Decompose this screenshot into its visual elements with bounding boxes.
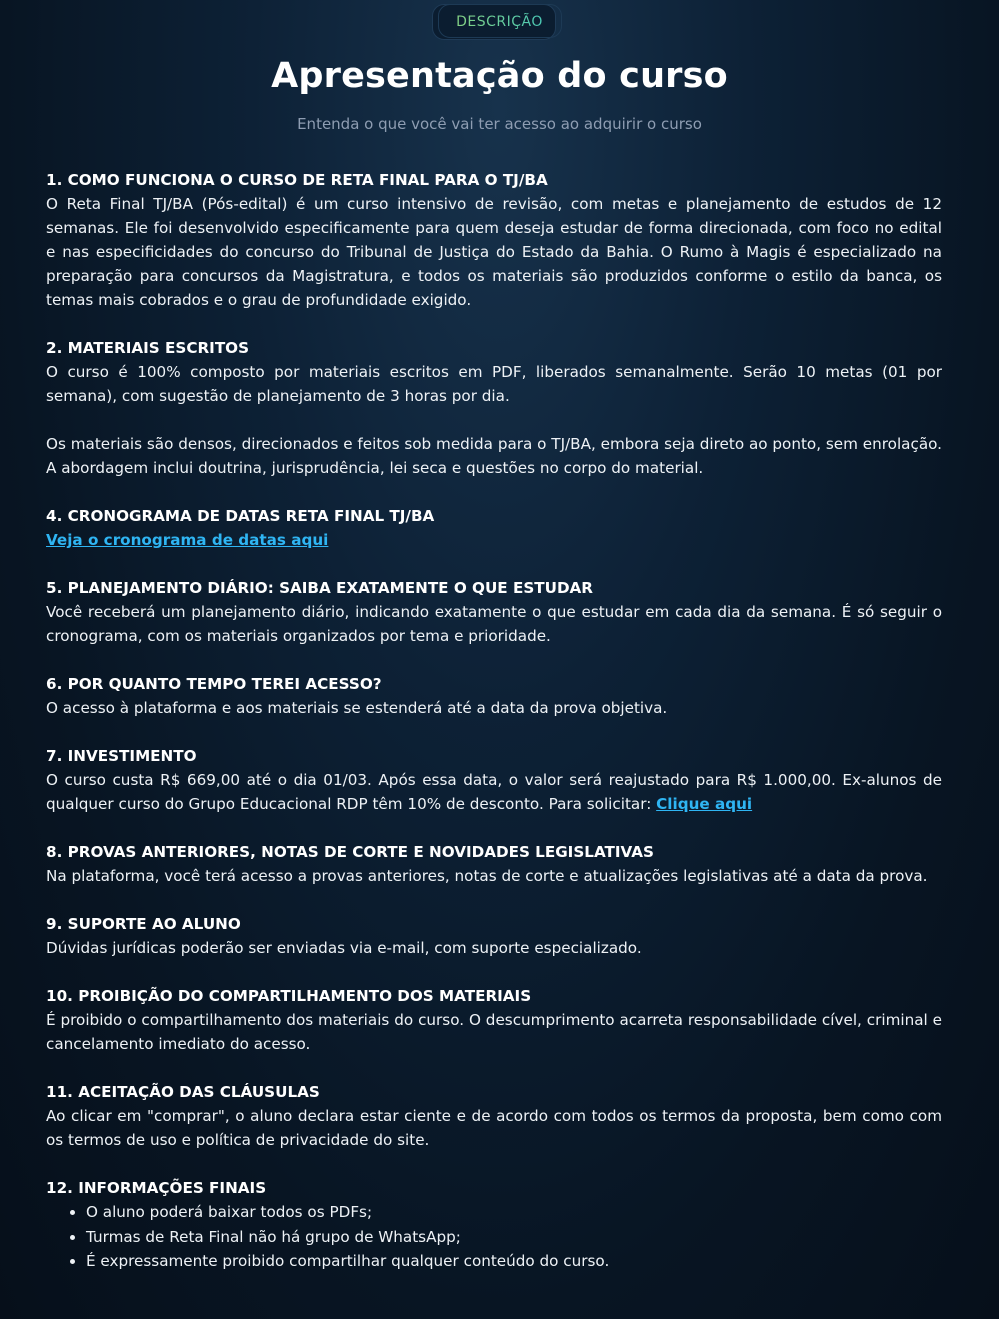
section-body <box>46 768 942 816</box>
section-heading: 4. CRONOGRAMA DE DATAS RETA FINAL TJ/BA <box>46 507 435 525</box>
section-badge-wrap <box>0 4 999 38</box>
section-heading: 8. PROVAS ANTERIORES, NOTAS DE CORTE E NOVIDADES LEGISLATIVAS <box>46 843 654 861</box>
section-badge: DESCRIÇÃO <box>438 4 562 38</box>
section-heading: 11. ACEITAÇÃO DAS CLÁUSULAS <box>46 1083 320 1101</box>
list-item: • É expressamente proibido compartilhar qualquer conteúdo do curso. <box>86 1249 942 1274</box>
course-description <box>46 168 942 1298</box>
list-item: • Turmas de Reta Final não há grupo de WhatsApp; <box>86 1225 942 1250</box>
section-heading: 10. PROIBIÇÃO DO COMPARTILHAMENTO DOS MATERIAIS <box>46 987 532 1005</box>
section-sharing-prohibition <box>46 984 942 1056</box>
section-body-secondary: Os materiais são densos, direcionados e feitos sob medida para o TJ/BA, embora seja direto ao ponto, sem enrolação. A abordagem inclui doutrina, jurisprudência, lei seca e questões no corpo do material. <box>46 435 942 477</box>
section-schedule <box>46 504 942 552</box>
section-investment <box>46 744 942 816</box>
section-body: É proibido o compartilhamento dos materiais do curso. O descumprimento acarreta responsabilidade cível, criminal e cancelamento imediato do acesso. <box>46 1011 942 1053</box>
section-student-support <box>46 912 942 960</box>
schedule-link[interactable]: Veja o cronograma de datas aqui <box>46 531 329 549</box>
discount-request-link[interactable]: Clique aqui <box>656 795 753 813</box>
section-written-materials <box>46 336 942 480</box>
section-body <box>46 528 942 552</box>
section-heading: 12. INFORMAÇÕES FINAIS <box>46 1179 267 1197</box>
section-body: Na plataforma, você terá acesso a provas anteriores, notas de corte e atualizações legislativas até a data da prova. <box>46 867 928 885</box>
page-title: Apresentação do curso <box>271 56 728 96</box>
section-heading: 6. POR QUANTO TEMPO TEREI ACESSO? <box>46 675 382 693</box>
section-clause-acceptance <box>46 1080 942 1152</box>
section-body: Dúvidas jurídicas poderão ser enviadas via e-mail, com suporte especializado. <box>46 939 642 957</box>
section-final-info <box>46 1176 942 1274</box>
section-access-duration <box>46 672 942 720</box>
page-subtitle: Entenda o que você vai ter acesso ao adquirir o curso <box>297 115 702 133</box>
section-body: O Reta Final TJ/BA (Pós-edital) é um curso intensivo de revisão, com metas e planejamento de estudos de 12 semanas. Ele foi desenvolvido especificamente para quem deseja estudar de forma direcionada, com foco no edital e nas especificidades do concurso do Tribunal de Justiça do Estado da Bahia. O Rumo à Magis é especializado na preparação para concursos da Magistratura, e todos os materiais são produzidos conforme o estilo da banca, os temas mais cobrados e o grau de profundidade exigido. <box>46 195 942 309</box>
section-body: Ao clicar em "comprar", o aluno declara estar ciente e de acordo com todos os termos da proposta, bem como com os termos de uso e política de privacidade do site. <box>46 1107 942 1149</box>
investment-text: O curso custa R$ 669,00 até o dia 01/03. Após essa data, o valor será reajustado para R$ 1.000,00. Ex-alunos de qualquer curso do Grupo Educacional RDP têm 10% de desconto. Para solicitar: <box>46 771 942 813</box>
section-body: O acesso à plataforma e aos materiais se estenderá até a data da prova objetiva. <box>46 699 668 717</box>
section-heading: 9. SUPORTE AO ALUNO <box>46 915 241 933</box>
section-heading: 1. COMO FUNCIONA O CURSO DE RETA FINAL PARA O TJ/BA <box>46 171 548 189</box>
section-how-it-works <box>46 168 942 312</box>
section-previous-exams <box>46 840 942 888</box>
final-info-list <box>46 1200 942 1274</box>
section-heading: 2. MATERIAIS ESCRITOS <box>46 339 250 357</box>
section-daily-planning <box>46 576 942 648</box>
section-body: Você receberá um planejamento diário, indicando exatamente o que estudar em cada dia da semana. É só seguir o cronograma, com os materiais organizados por tema e prioridade. <box>46 603 942 645</box>
section-heading: 5. PLANEJAMENTO DIÁRIO: SAIBA EXATAMENTE O QUE ESTUDAR <box>46 579 594 597</box>
section-body: O curso é 100% composto por materiais escritos em PDF, liberados semanalmente. Serão 10 metas (01 por semana), com sugestão de planejamento de 3 horas por dia. <box>46 363 942 405</box>
section-heading: 7. INVESTIMENTO <box>46 747 197 765</box>
list-item: • O aluno poderá baixar todos os PDFs; <box>86 1200 942 1225</box>
